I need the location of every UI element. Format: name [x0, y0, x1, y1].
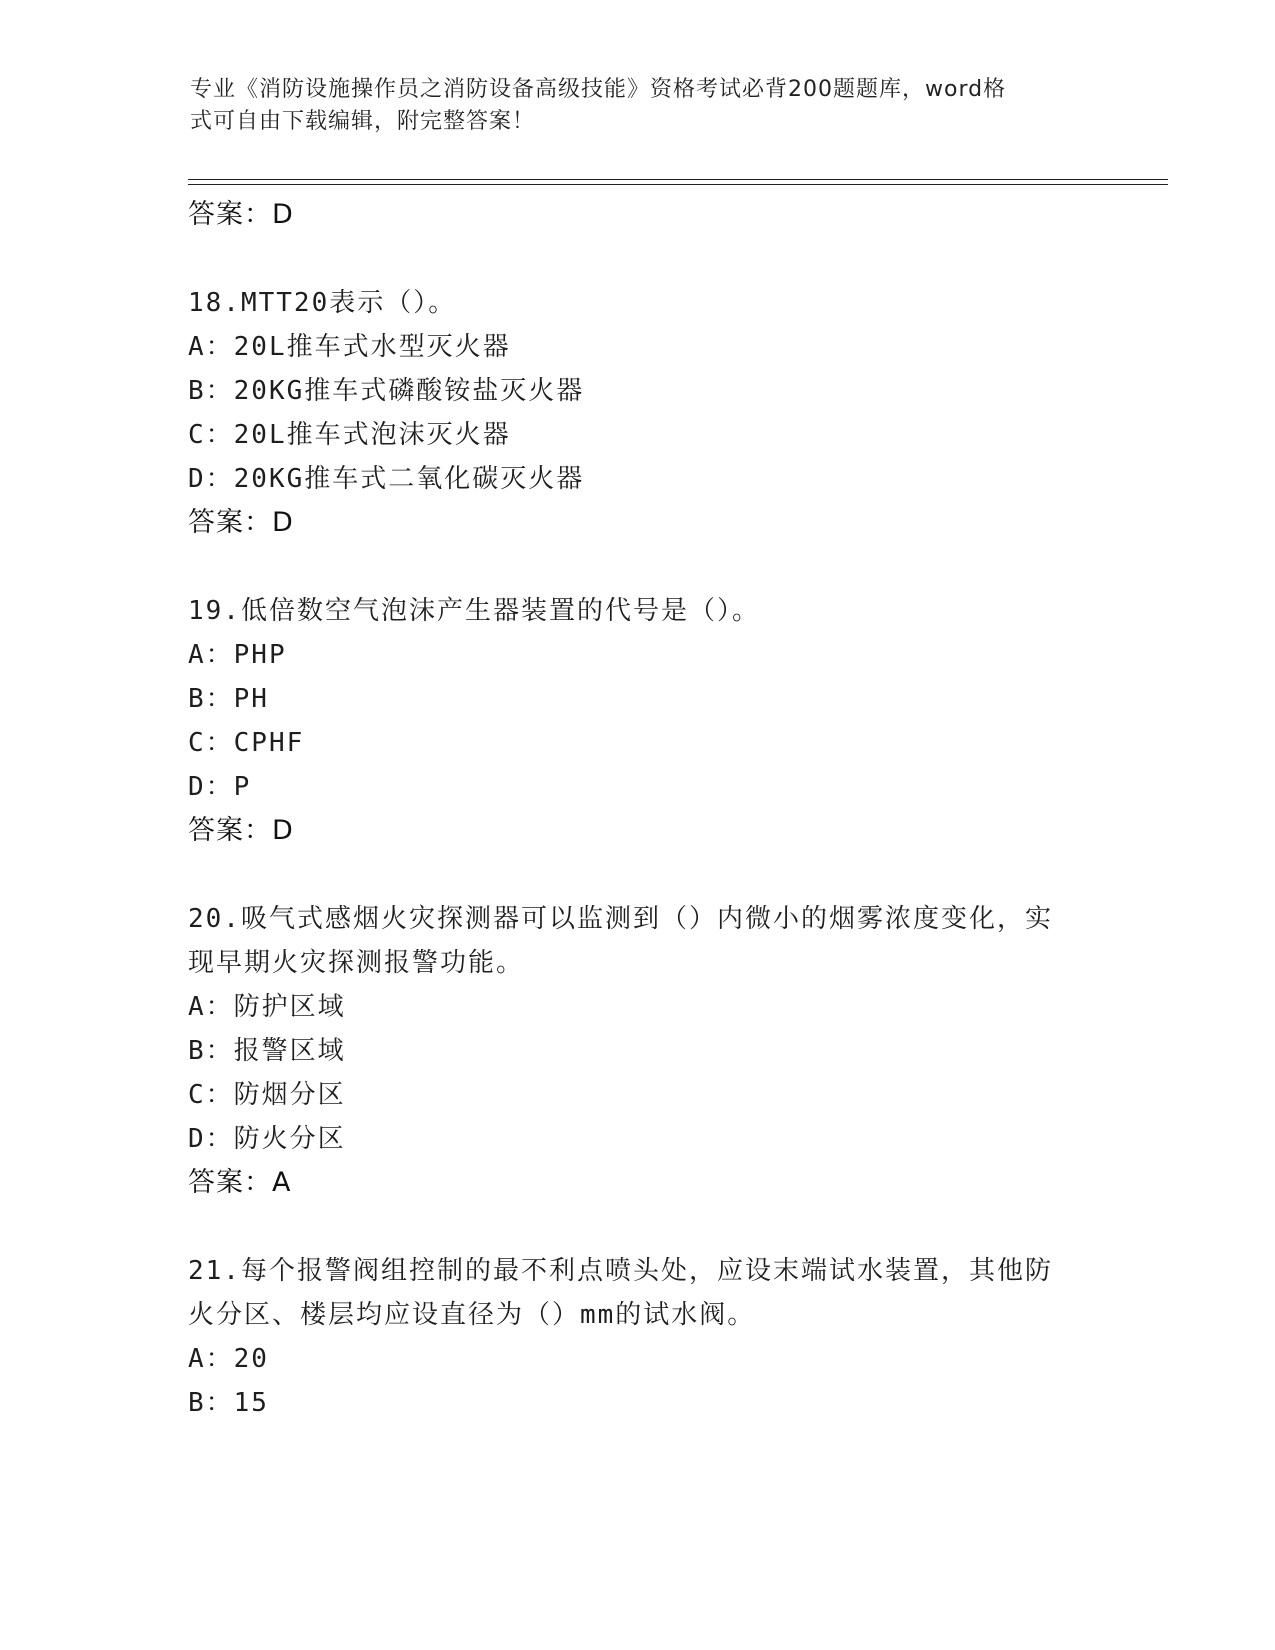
- question-stem: 20.吸气式感烟火灾探测器可以监测到（）内微小的烟雾浓度变化，实: [188, 904, 1053, 934]
- header-line-2: 式可自由下载编辑，附完整答案！: [190, 109, 536, 134]
- option-d: D：防火分区: [188, 1124, 346, 1154]
- question-stem: 18.MTT20表示（）。: [188, 288, 457, 318]
- option-a: A：PHP: [188, 640, 287, 670]
- answer-text: 答案：D: [188, 199, 294, 230]
- option-c: C：CPHF: [188, 728, 305, 758]
- option-b: B：15: [188, 1388, 269, 1418]
- answer-text: 答案：D: [188, 815, 294, 846]
- question-stem: 19.低倍数空气泡沫产生器装置的代号是（）。: [188, 596, 760, 626]
- option-d: D：P: [188, 772, 252, 802]
- option-b: B：20KG推车式磷酸铵盐灭火器: [188, 376, 585, 406]
- option-c: C：防烟分区: [188, 1080, 346, 1110]
- answer-text: 答案：D: [188, 507, 294, 538]
- option-a: A：20L推车式水型灭火器: [188, 332, 511, 362]
- question-stem-continued: 火分区、楼层均应设直径为（）mm的试水阀。: [188, 1300, 756, 1330]
- option-a: A：20: [188, 1344, 269, 1374]
- option-b: B：报警区域: [188, 1036, 346, 1066]
- option-a: A：防护区域: [188, 992, 346, 1022]
- option-b: B：PH: [188, 684, 269, 714]
- option-c: C：20L推车式泡沫灭火器: [188, 420, 511, 450]
- option-d: D：20KG推车式二氧化碳灭火器: [188, 464, 585, 494]
- question-stem-continued: 现早期火灾探测报警功能。: [188, 948, 525, 978]
- question-stem: 21.每个报警阀组控制的最不利点喷头处，应设末端试水装置，其他防: [188, 1256, 1053, 1286]
- header-divider-bottom: [188, 184, 1168, 185]
- header-line-1: 专业《消防设施操作员之消防设备高级技能》资格考试必背200题题库，word格: [190, 77, 1007, 102]
- answer-text: 答案：A: [188, 1167, 292, 1198]
- document-header: [190, 74, 1080, 138]
- header-divider-top: [188, 179, 1168, 180]
